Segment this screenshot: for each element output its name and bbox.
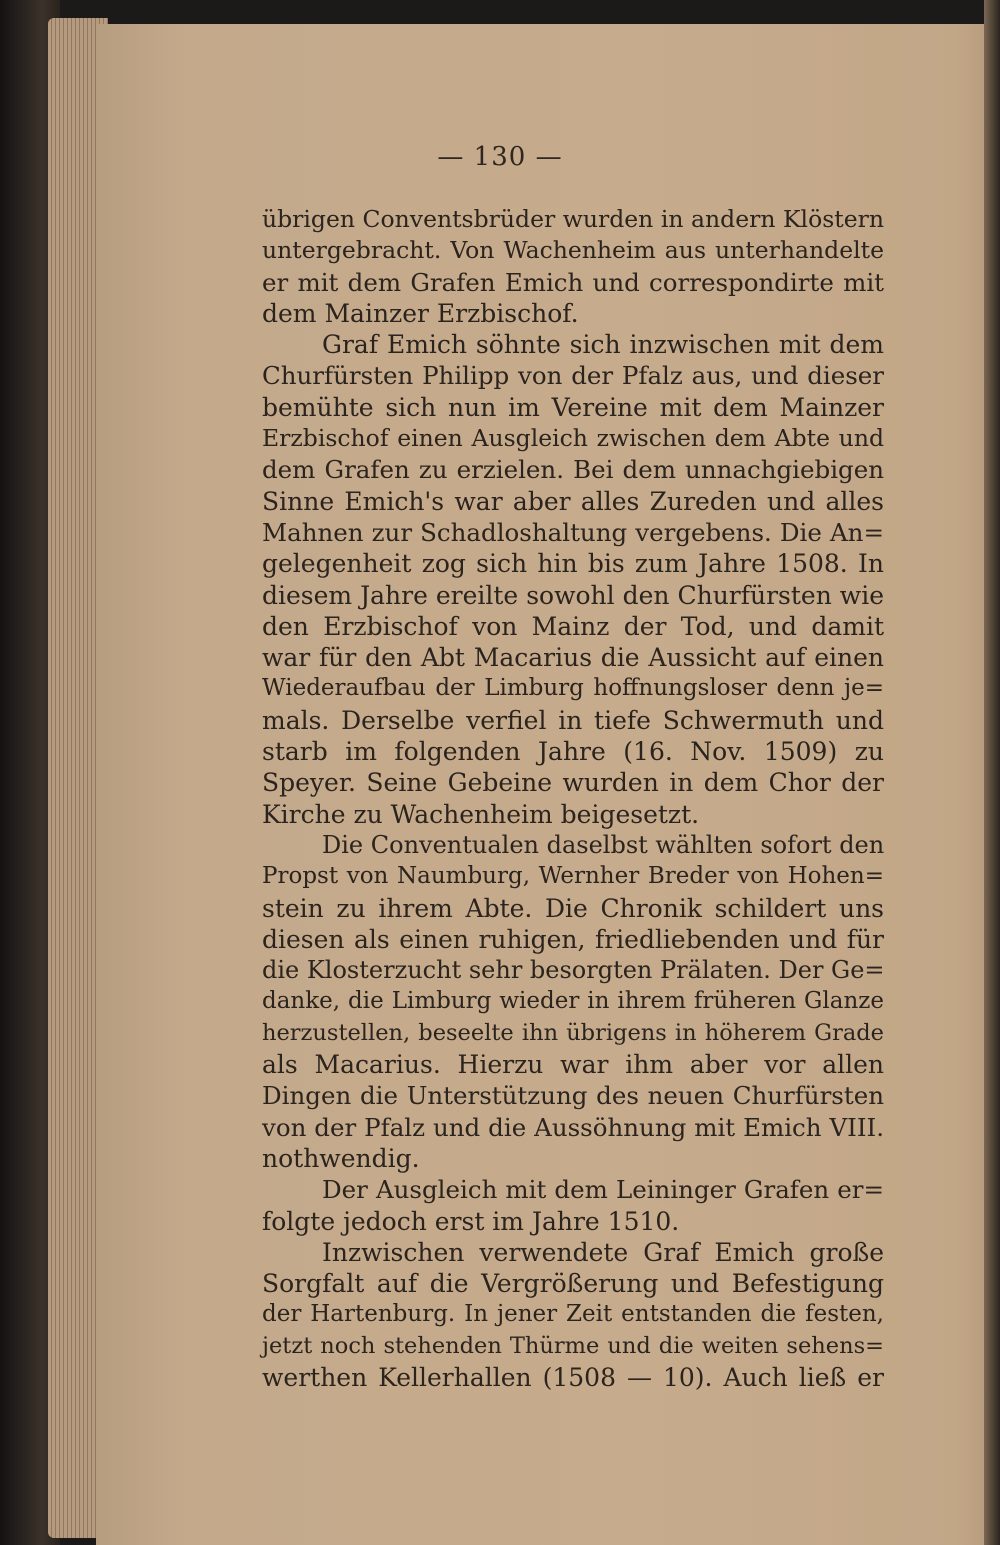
body-text [262,204,884,1393]
page-number: — 130 — [437,142,563,172]
text-line: Wiederaufbau der Limburg hoffnungsloser denn je= [262,675,884,702]
text-line: den Erzbischof von Mainz der Tod, und damit [262,611,884,641]
text-line: Propst von Naumburg, Wernher Breder von Hohen= [262,863,884,890]
text-line: als Macarius. Hierzu war ihm aber vor allen [262,1050,884,1080]
text-line: mals. Derselbe verfiel in tiefe Schwermuth und [262,705,884,735]
text-line: Mahnen zur Schadloshaltung vergebens. Die An= [262,517,884,547]
text-line: stein zu ihrem Abte. Die Chronik schildert uns [262,893,884,923]
text-line: Kirche zu Wachenheim beigesetzt. [262,799,700,829]
text-line: er mit dem Grafen Emich und correspondirte mit [262,267,884,297]
text-line: Dingen die Unterstützung des neuen Churfürsten [262,1081,884,1111]
text-line: herzustellen, beseelte ihn übrigens in höherem Grade [262,1019,884,1046]
text-line: jetzt noch stehenden Thürme und die weiten sehens= [262,1332,884,1359]
text-line: nothwendig. [262,1143,420,1173]
text-line: folgte jedoch erst im Jahre 1510. [262,1206,680,1236]
right-page-edge [984,0,1000,1545]
text-line: starb im folgenden Jahre (16. Nov. 1509) zu [262,737,884,767]
text-line: diesem Jahre ereilte sowohl den Churfürsten wie [262,580,884,610]
text-line: Erzbischof einen Ausgleich zwischen dem Abte und [262,424,884,453]
text-line: Sorgfalt auf die Vergrößerung und Befestigung [262,1269,884,1299]
text-line: die Klosterzucht sehr besorgten Prälaten. Der Ge= [262,956,885,985]
text-line: Der Ausgleich mit dem Leininger Grafen er= [322,1175,884,1205]
text-line: Graf Emich söhnte sich inzwischen mit dem [322,330,884,360]
text-line: werthen Kellerhallen (1508 — 10). Auch ließ er [262,1362,884,1392]
text-line: von der Pfalz und die Aussöhnung mit Emich VIII. [262,1112,884,1142]
text-line: Sinne Emich's war aber alles Zureden und alles [262,486,884,516]
text-line: Die Conventualen daselbst wählten sofort den [322,830,885,859]
text-line: Inzwischen verwendete Graf Emich große [322,1237,884,1267]
text-line: übrigen Conventsbrüder wurden in andern Klöstern [262,205,884,233]
text-line: Speyer. Seine Gebeine wurden in dem Chor der [262,768,884,798]
text-line: Churfürsten Philipp von der Pfalz aus, und dieser [262,361,884,391]
text-line: gelegenheit zog sich hin bis zum Jahre 1508. In [262,549,884,579]
text-line: bemühte sich nun im Vereine mit dem Mainzer [262,392,884,422]
text-line: diesen als einen ruhigen, friedliebenden und für [262,924,884,954]
text-line: war für den Abt Macarius die Aussicht auf einen [262,643,884,673]
text-line: danke, die Limburg wieder in ihrem früheren Glanze [262,988,884,1015]
text-line: untergebracht. Von Wachenheim aus unterhandelte [262,236,884,265]
text-line: dem Grafen zu erzielen. Bei dem unnachgiebigen [262,455,884,485]
text-line: der Hartenburg. In jener Zeit entstanden die festen, [262,1301,884,1328]
text-line: dem Mainzer Erzbischof. [262,298,579,328]
